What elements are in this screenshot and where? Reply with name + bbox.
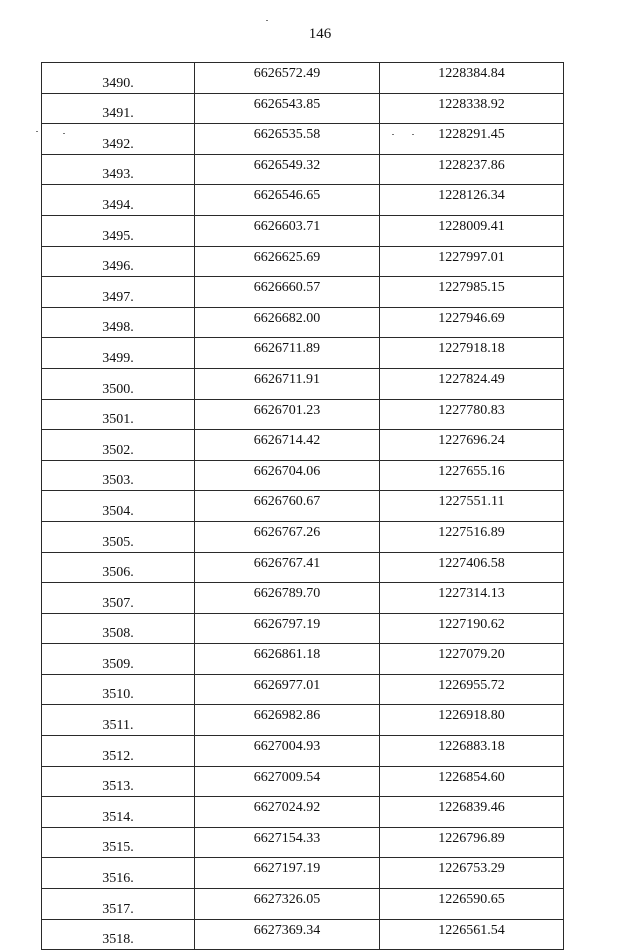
x-coordinate-cell: 6627369.34 (195, 919, 380, 950)
x-coordinate-cell: 6626625.69 (195, 246, 380, 277)
point-number-cell: 3516. (42, 858, 195, 889)
table-row (42, 93, 564, 124)
point-number-cell: 3495. (42, 215, 195, 246)
point-number-cell: 3508. (42, 613, 195, 644)
table-row (42, 154, 564, 185)
x-coordinate-cell: 6627197.19 (195, 858, 380, 889)
point-number-cell: 3513. (42, 766, 195, 797)
x-coordinate-cell: 6626549.32 (195, 154, 380, 185)
point-number-cell: 3500. (42, 368, 195, 399)
x-coordinate-cell: 6626546.65 (195, 185, 380, 216)
x-coordinate-cell: 6627024.92 (195, 797, 380, 828)
table-row (42, 246, 564, 277)
scan-speck (36, 131, 38, 132)
y-coordinate-cell: 1227190.62 (380, 613, 564, 644)
y-coordinate-cell: 1227655.16 (380, 460, 564, 491)
point-number-cell: 3511. (42, 705, 195, 736)
x-coordinate-cell: 6626767.41 (195, 552, 380, 583)
y-coordinate-cell: 1228384.84 (380, 63, 564, 94)
table-row (42, 552, 564, 583)
point-number-cell: 3492. (42, 124, 195, 155)
y-coordinate-cell: 1226753.29 (380, 858, 564, 889)
x-coordinate-cell: 6626797.19 (195, 613, 380, 644)
x-coordinate-cell: 6626982.86 (195, 705, 380, 736)
table-row (42, 705, 564, 736)
y-coordinate-cell: 1227780.83 (380, 399, 564, 430)
x-coordinate-cell: 6626711.89 (195, 338, 380, 369)
y-coordinate-cell: 1228009.41 (380, 215, 564, 246)
point-number-cell: 3505. (42, 521, 195, 552)
x-coordinate-cell: 6627326.05 (195, 889, 380, 920)
x-coordinate-cell: 6626535.58 (195, 124, 380, 155)
scan-speck (266, 20, 268, 21)
y-coordinate-cell: 1227406.58 (380, 552, 564, 583)
point-number-cell: 3510. (42, 674, 195, 705)
point-number-cell: 3517. (42, 889, 195, 920)
x-coordinate-cell: 6626682.00 (195, 307, 380, 338)
table-row (42, 63, 564, 94)
point-number-cell: 3507. (42, 583, 195, 614)
y-coordinate-cell: 1227314.13 (380, 583, 564, 614)
point-number-cell: 3497. (42, 277, 195, 308)
x-coordinate-cell: 6626789.70 (195, 583, 380, 614)
page-number: 146 (308, 26, 332, 42)
y-coordinate-cell: 1228237.86 (380, 154, 564, 185)
y-coordinate-cell: 1226955.72 (380, 674, 564, 705)
coordinates-table-body (42, 63, 564, 950)
table-row (42, 215, 564, 246)
x-coordinate-cell: 6627009.54 (195, 766, 380, 797)
y-coordinate-cell: 1227551.11 (380, 491, 564, 522)
y-coordinate-cell: 1228291.45 (380, 124, 564, 155)
y-coordinate-cell: 1226561.54 (380, 919, 564, 950)
table-row (42, 430, 564, 461)
x-coordinate-cell: 6626603.71 (195, 215, 380, 246)
point-number-cell: 3493. (42, 154, 195, 185)
y-coordinate-cell: 1227516.89 (380, 521, 564, 552)
x-coordinate-cell: 6626977.01 (195, 674, 380, 705)
table-row (42, 399, 564, 430)
y-coordinate-cell: 1226918.80 (380, 705, 564, 736)
x-coordinate-cell: 6626760.67 (195, 491, 380, 522)
table-row (42, 797, 564, 828)
table-row (42, 521, 564, 552)
point-number-cell: 3509. (42, 644, 195, 675)
point-number-cell: 3506. (42, 552, 195, 583)
point-number-cell: 3496. (42, 246, 195, 277)
x-coordinate-cell: 6626701.23 (195, 399, 380, 430)
point-number-cell: 3498. (42, 307, 195, 338)
table-row (42, 491, 564, 522)
x-coordinate-cell: 6626767.26 (195, 521, 380, 552)
table-row (42, 919, 564, 950)
point-number-cell: 3518. (42, 919, 195, 950)
point-number-cell: 3499. (42, 338, 195, 369)
table-row (42, 736, 564, 767)
table-row (42, 644, 564, 675)
y-coordinate-cell: 1228126.34 (380, 185, 564, 216)
y-coordinate-cell: 1227918.18 (380, 338, 564, 369)
point-number-cell: 3512. (42, 736, 195, 767)
point-number-cell: 3503. (42, 460, 195, 491)
y-coordinate-cell: 1226883.18 (380, 736, 564, 767)
x-coordinate-cell: 6626861.18 (195, 644, 380, 675)
table-row (42, 124, 564, 155)
table-row (42, 827, 564, 858)
table-row (42, 368, 564, 399)
point-number-cell: 3515. (42, 827, 195, 858)
y-coordinate-cell: 1226854.60 (380, 766, 564, 797)
point-number-cell: 3494. (42, 185, 195, 216)
table-row (42, 277, 564, 308)
point-number-cell: 3504. (42, 491, 195, 522)
x-coordinate-cell: 6626660.57 (195, 277, 380, 308)
table-row (42, 307, 564, 338)
coordinates-table (41, 62, 564, 950)
y-coordinate-cell: 1226590.65 (380, 889, 564, 920)
y-coordinate-cell: 1227824.49 (380, 368, 564, 399)
point-number-cell: 3514. (42, 797, 195, 828)
table-row (42, 460, 564, 491)
x-coordinate-cell: 6626543.85 (195, 93, 380, 124)
y-coordinate-cell: 1228338.92 (380, 93, 564, 124)
y-coordinate-cell: 1227985.15 (380, 277, 564, 308)
x-coordinate-cell: 6626572.49 (195, 63, 380, 94)
table-row (42, 674, 564, 705)
y-coordinate-cell: 1227696.24 (380, 430, 564, 461)
point-number-cell: 3502. (42, 430, 195, 461)
point-number-cell: 3490. (42, 63, 195, 94)
x-coordinate-cell: 6627004.93 (195, 736, 380, 767)
table-row (42, 583, 564, 614)
y-coordinate-cell: 1226839.46 (380, 797, 564, 828)
x-coordinate-cell: 6626714.42 (195, 430, 380, 461)
x-coordinate-cell: 6627154.33 (195, 827, 380, 858)
table-row (42, 185, 564, 216)
x-coordinate-cell: 6626704.06 (195, 460, 380, 491)
y-coordinate-cell: 1227079.20 (380, 644, 564, 675)
table-row (42, 338, 564, 369)
table-row (42, 889, 564, 920)
point-number-cell: 3501. (42, 399, 195, 430)
y-coordinate-cell: 1227946.69 (380, 307, 564, 338)
y-coordinate-cell: 1226796.89 (380, 827, 564, 858)
table-row (42, 613, 564, 644)
x-coordinate-cell: 6626711.91 (195, 368, 380, 399)
point-number-cell: 3491. (42, 93, 195, 124)
y-coordinate-cell: 1227997.01 (380, 246, 564, 277)
table-row (42, 766, 564, 797)
table-row (42, 858, 564, 889)
